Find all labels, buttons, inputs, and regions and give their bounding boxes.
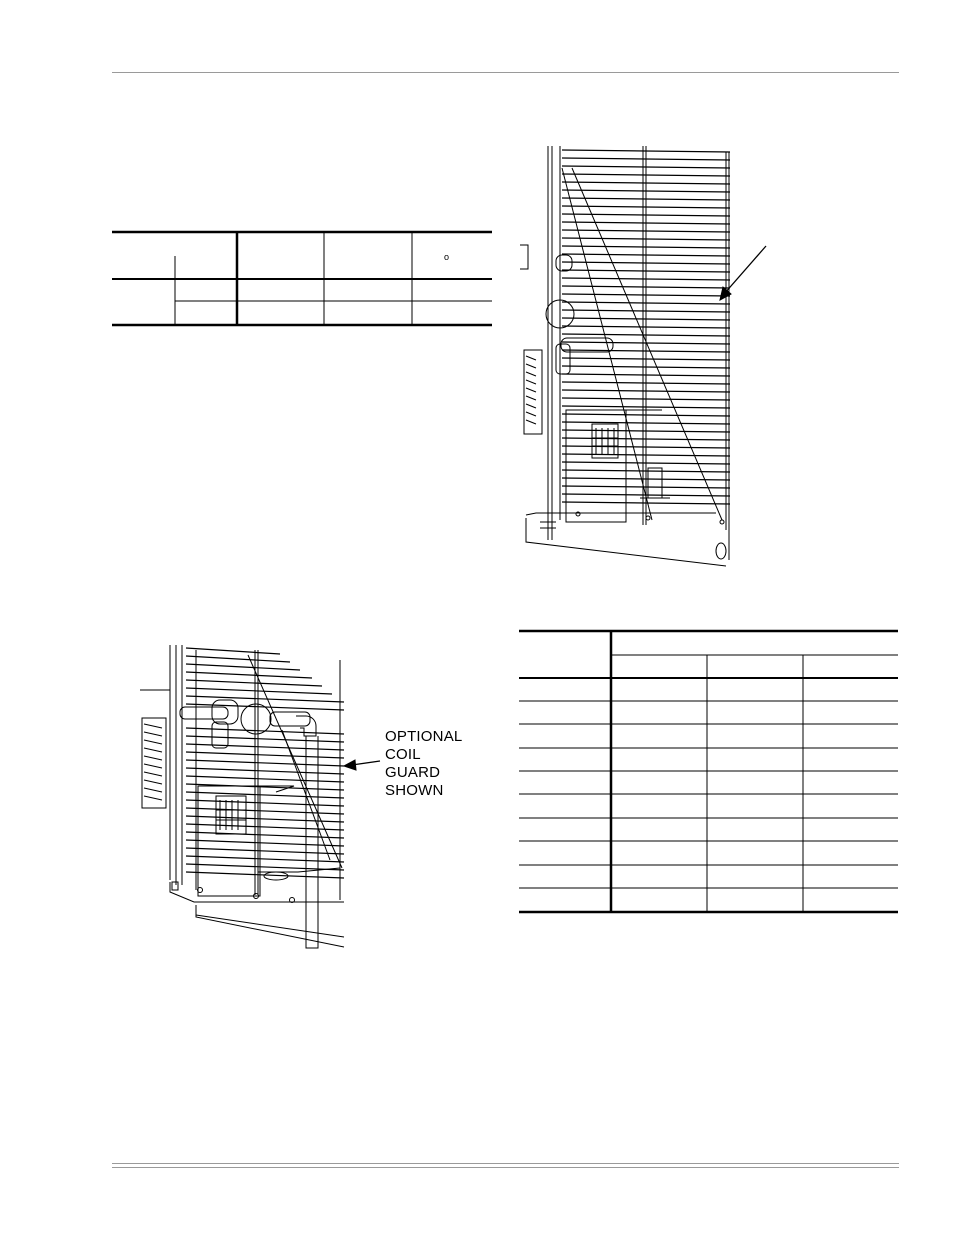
footer-rule-lower <box>112 1167 899 1168</box>
callout-line: COIL <box>385 746 421 763</box>
callout-line: GUARD <box>385 764 441 781</box>
degree-symbol: o <box>444 252 450 262</box>
callout-line: OPTIONAL <box>385 728 463 745</box>
arrow-icon <box>344 760 380 770</box>
callout-line: SHOWN <box>385 782 444 799</box>
footer-rule <box>112 1163 899 1164</box>
coil-guard-callout <box>385 728 462 800</box>
